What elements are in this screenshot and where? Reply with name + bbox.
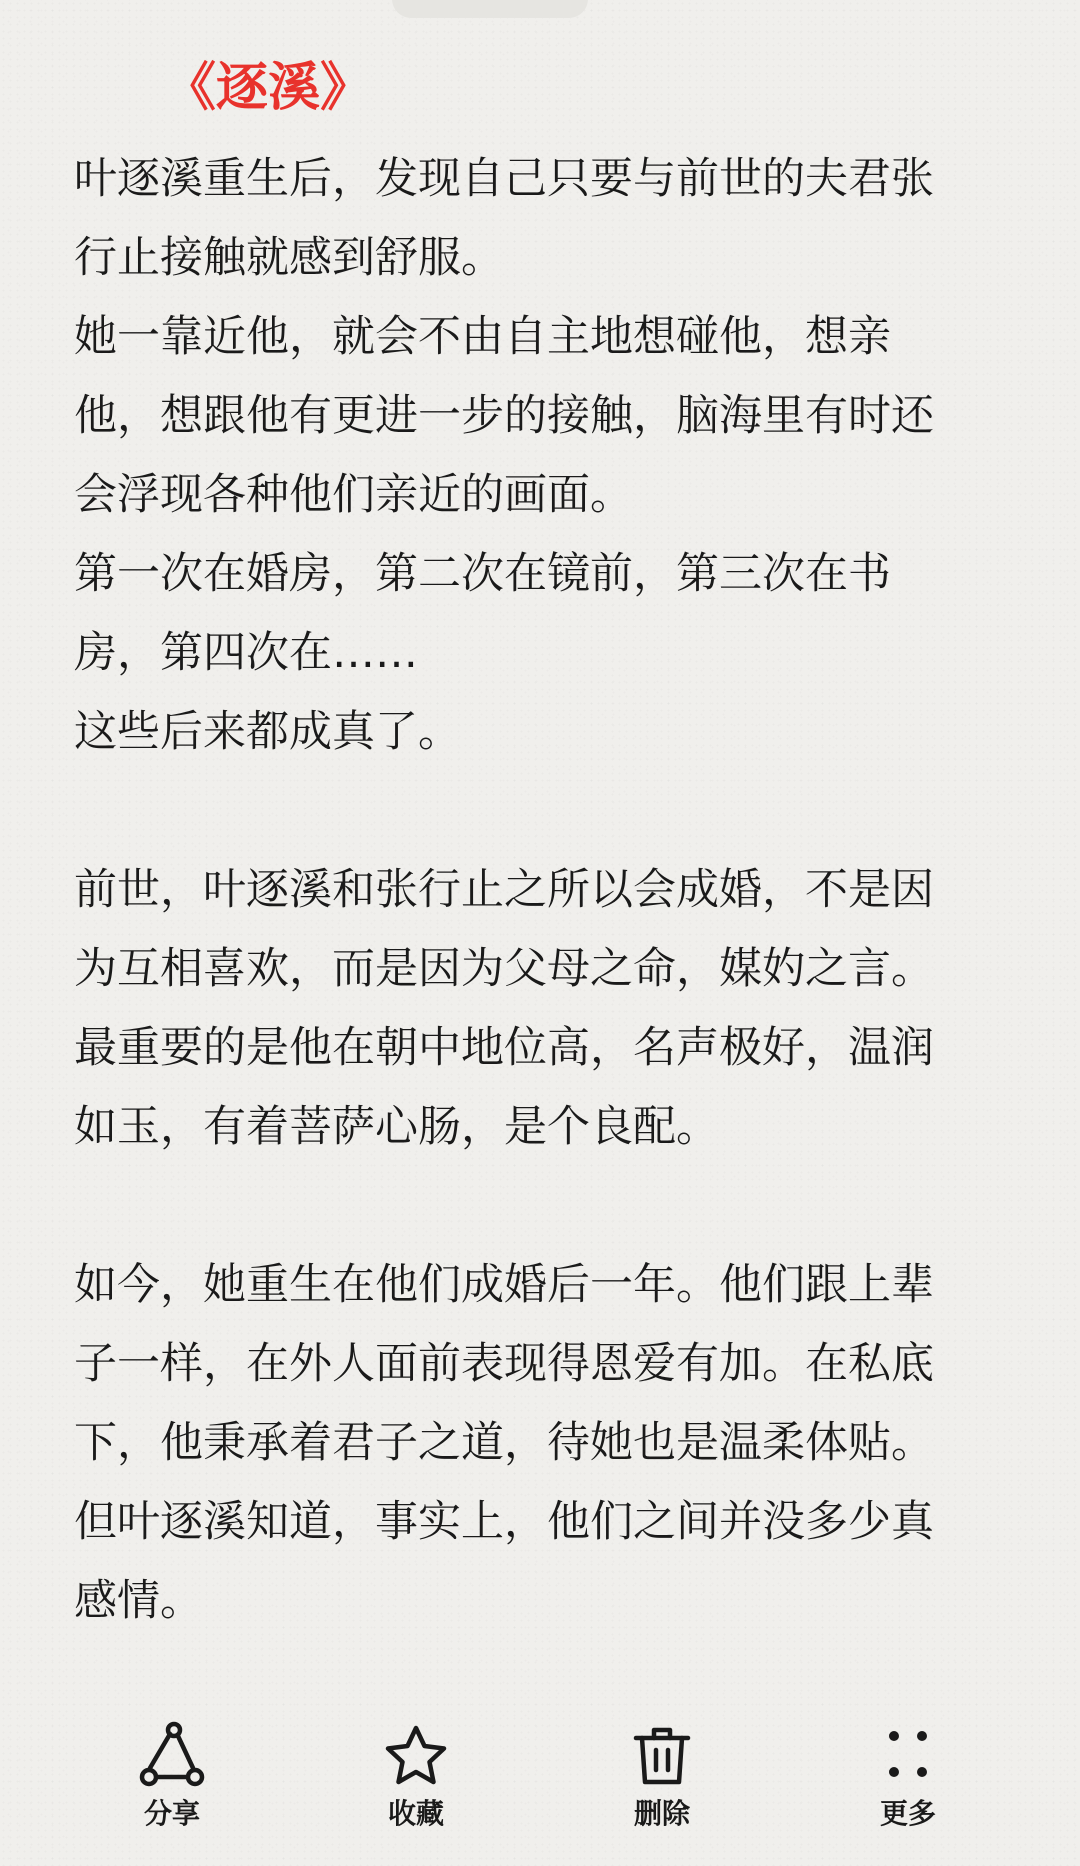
bottom-action-bar [0,1720,1080,1866]
share-label: 分享 [143,1797,200,1830]
article-body [74,140,1014,1641]
share-button[interactable] [92,1720,252,1832]
paragraph-spacer [74,772,1014,851]
more-button[interactable] [828,1720,988,1832]
favorite-button[interactable] [336,1720,496,1832]
more-dots-icon [872,1720,944,1792]
share-icon [136,1720,208,1792]
delete-label: 删除 [633,1797,690,1830]
trash-icon [626,1720,698,1792]
article-paragraph: 如今，她重生在他们成婚后一年。他们跟上辈 子一样，在外人面前表现得恩爱有加。在私底 下，他秉承着君子之道，待她也是温柔体贴。 但叶逐溪知道，事实上，他们之间并没多少真 感情。 [74,1260,934,1626]
paragraph-spacer [74,1167,1014,1246]
article-paragraph: 叶逐溪重生后，发现自己只要与前世的夫君张 行止接触就感到舒服。 她一靠近他，就会不由自主地想碰他，想亲 他，想跟他有更进一步的接触，脑海里有时还 会浮现各种他们亲近的画面。 第一次在婚房，第二次在镜前，第三次在书 房，第四次在…… 这些后来都成真了。 [74,154,934,757]
article-paragraph: 前世，叶逐溪和张行止之所以会成婚，不是因 为互相喜欢，而是因为父母之命，媒妁之言。 最重要的是他在朝中地位高，名声极好，温润 如玉，有着菩萨心肠，是个良配。 [74,865,934,1152]
delete-button[interactable] [582,1720,742,1832]
favorite-label: 收藏 [387,1797,444,1830]
top-pull-tab [392,0,588,18]
more-label: 更多 [879,1797,936,1830]
article-title: 《逐溪》 [164,58,373,118]
star-icon [380,1720,452,1792]
